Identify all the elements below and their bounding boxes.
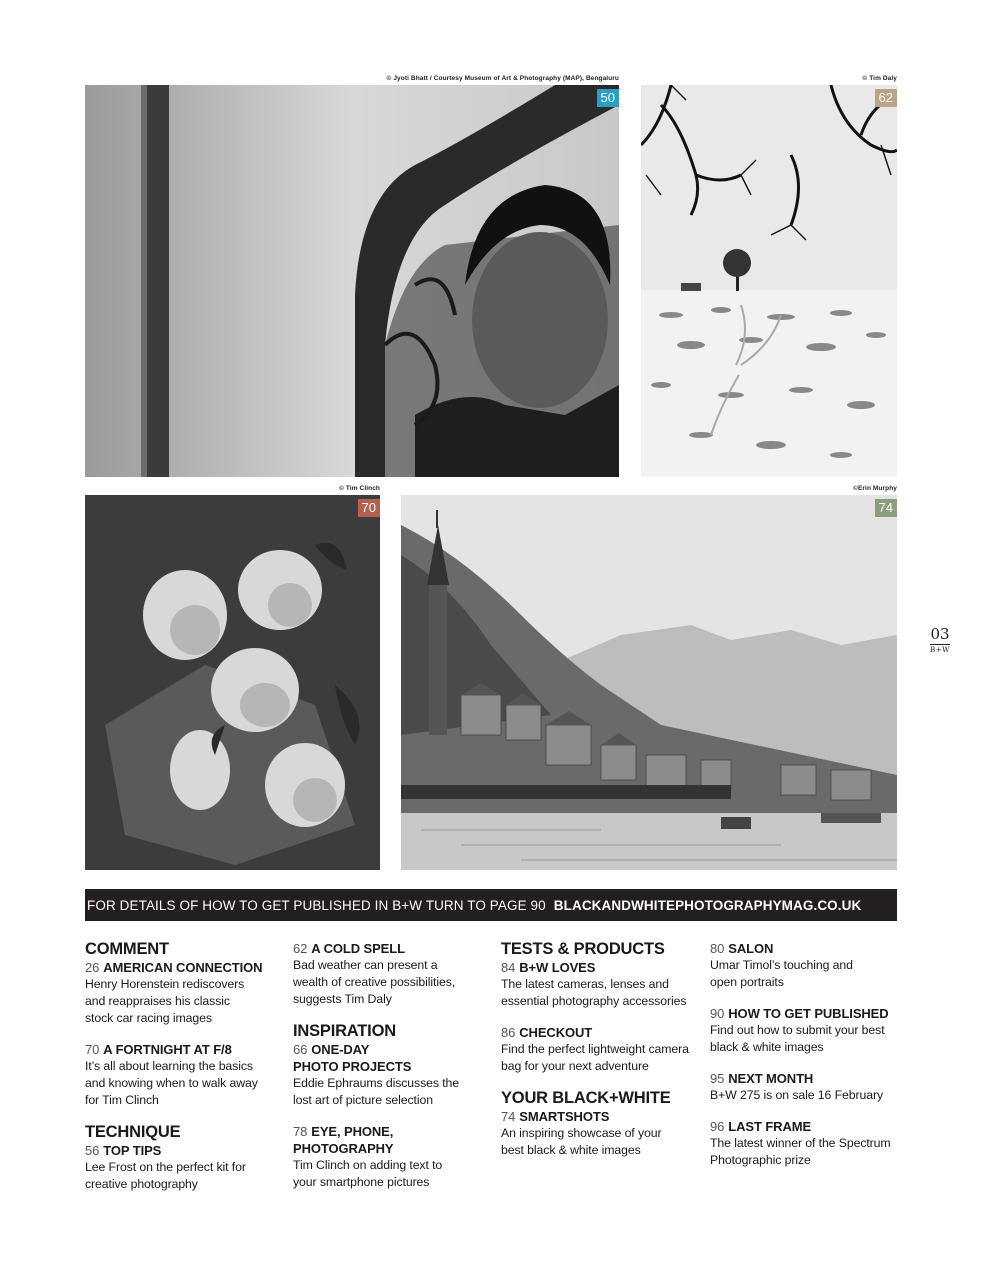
contents-entry[interactable] <box>710 940 910 991</box>
page-folio <box>926 625 954 654</box>
entry-description: Tim Clinch on adding text to your smartphone pictures <box>293 1158 443 1189</box>
entry-title: SMARTSHOTS <box>519 1109 610 1124</box>
entry-description: The latest winner of the Spectrum Photographic prize <box>710 1136 891 1167</box>
entry-description: Umar Timol’s touching and open portraits <box>710 958 853 989</box>
folio-rule <box>930 644 950 645</box>
banner-text: FOR DETAILS OF HOW TO GET PUBLISHED IN B+W TURN TO PAGE 90 <box>87 897 546 913</box>
photo-still-life[interactable] <box>85 495 380 870</box>
entry-description: It’s all about learning the basics and knowing when to walk away for Tim Clinch <box>85 1059 258 1107</box>
entry-page: 70 <box>85 1042 100 1057</box>
entry-description: An inspiring showcase of your best black & white images <box>501 1126 662 1157</box>
contents-column-2 <box>293 940 493 1205</box>
photo-snow-landscape[interactable] <box>641 85 897 477</box>
magazine-mark: B+W <box>930 646 950 654</box>
page-badge: 62 <box>875 89 897 107</box>
contents-column-1 <box>85 940 285 1207</box>
entry-title: EYE, PHONE, <box>311 1124 394 1139</box>
snow-landscape-image <box>641 85 897 477</box>
section-heading: INSPIRATION <box>293 1022 396 1040</box>
contents-entry[interactable] <box>293 1123 493 1191</box>
entry-page: 84 <box>501 960 516 975</box>
entry-description: Find out how to submit your best black & white images <box>710 1023 885 1054</box>
entry-title-line-2: PHOTOGRAPHY <box>293 1141 394 1156</box>
contents-entry[interactable] <box>293 940 493 1008</box>
page-badge: 74 <box>875 499 897 517</box>
contents-entry[interactable] <box>85 1041 285 1109</box>
entry-title: NEXT MONTH <box>728 1071 814 1086</box>
contents-entry[interactable] <box>710 1005 910 1056</box>
entry-description: Lee Frost on the perfect kit for creative photography <box>85 1160 246 1191</box>
portrait-image <box>85 85 619 477</box>
contents-entry[interactable] <box>501 959 701 1010</box>
entry-title-line-2: PHOTO PROJECTS <box>293 1059 412 1074</box>
entry-title: LAST FRAME <box>728 1119 812 1134</box>
contents-entry[interactable] <box>85 1142 285 1193</box>
contents-entry[interactable] <box>501 1024 701 1075</box>
section-heading: COMMENT <box>85 940 169 958</box>
contents-entry[interactable] <box>710 1118 910 1169</box>
section-heading: TECHNIQUE <box>85 1123 181 1141</box>
entry-page: 56 <box>85 1143 100 1158</box>
entry-page: 66 <box>293 1042 308 1057</box>
section-heading: TESTS & PRODUCTS <box>501 940 665 958</box>
entry-page: 62 <box>293 941 308 956</box>
entry-title: ONE-DAY <box>311 1042 370 1057</box>
entry-page: 80 <box>710 941 725 956</box>
contents-column-3 <box>501 940 701 1173</box>
coastal-town-image <box>401 495 897 870</box>
photo-credit: © Tim Daly <box>862 75 897 82</box>
photo-coastal-town[interactable] <box>401 495 897 870</box>
entry-title: TOP TIPS <box>103 1143 162 1158</box>
entry-page: 78 <box>293 1124 308 1139</box>
entry-description: The latest cameras, lenses and essential photography accessories <box>501 977 687 1008</box>
contents-entry[interactable] <box>293 1041 493 1109</box>
entry-page: 96 <box>710 1119 725 1134</box>
still-life-image <box>85 495 380 870</box>
entry-title: AMERICAN CONNECTION <box>103 960 263 975</box>
entry-description: Henry Horenstein rediscovers and reappraises his classic stock car racing images <box>85 977 245 1025</box>
entry-page: 90 <box>710 1006 725 1021</box>
entry-page: 74 <box>501 1109 516 1124</box>
entry-title: SALON <box>728 941 774 956</box>
entry-title: HOW TO GET PUBLISHED <box>728 1006 889 1021</box>
contents-entry[interactable] <box>85 959 285 1027</box>
page-number: 03 <box>930 625 950 643</box>
publishing-banner <box>85 889 897 921</box>
entry-page: 26 <box>85 960 100 975</box>
entry-description: Eddie Ephraums discusses the lost art of picture selection <box>293 1076 460 1107</box>
photo-portrait[interactable] <box>85 85 619 477</box>
entry-title: A COLD SPELL <box>311 941 405 956</box>
entry-description: Find the perfect lightweight camera bag for your next adventure <box>501 1042 689 1073</box>
entry-title: CHECKOUT <box>519 1025 593 1040</box>
entry-page: 86 <box>501 1025 516 1040</box>
page-badge: 50 <box>597 89 619 107</box>
entry-title: B+W LOVES <box>519 960 596 975</box>
entry-title: A FORTNIGHT AT F/8 <box>103 1042 232 1057</box>
contents-entry[interactable] <box>501 1108 701 1159</box>
website-link[interactable]: BLACKANDWHITEPHOTOGRAPHYMAG.CO.UK <box>553 897 862 913</box>
contents-entry[interactable] <box>710 1070 910 1104</box>
contents-column-4 <box>710 940 910 1183</box>
photo-credit: ©Erin Murphy <box>853 485 897 492</box>
entry-page: 95 <box>710 1071 725 1086</box>
page-badge: 70 <box>358 499 380 517</box>
entry-description: Bad weather can present a wealth of creative possibilities, suggests Tim Daly <box>293 958 456 1006</box>
entry-description: B+W 275 is on sale 16 February <box>710 1088 884 1102</box>
photo-credit: © Jyoti Bhatt / Courtesy Museum of Art & Photography (MAP), Bengaluru <box>386 75 619 82</box>
photo-credit: © Tim Clinch <box>339 485 380 492</box>
section-heading: YOUR BLACK+WHITE <box>501 1089 671 1107</box>
